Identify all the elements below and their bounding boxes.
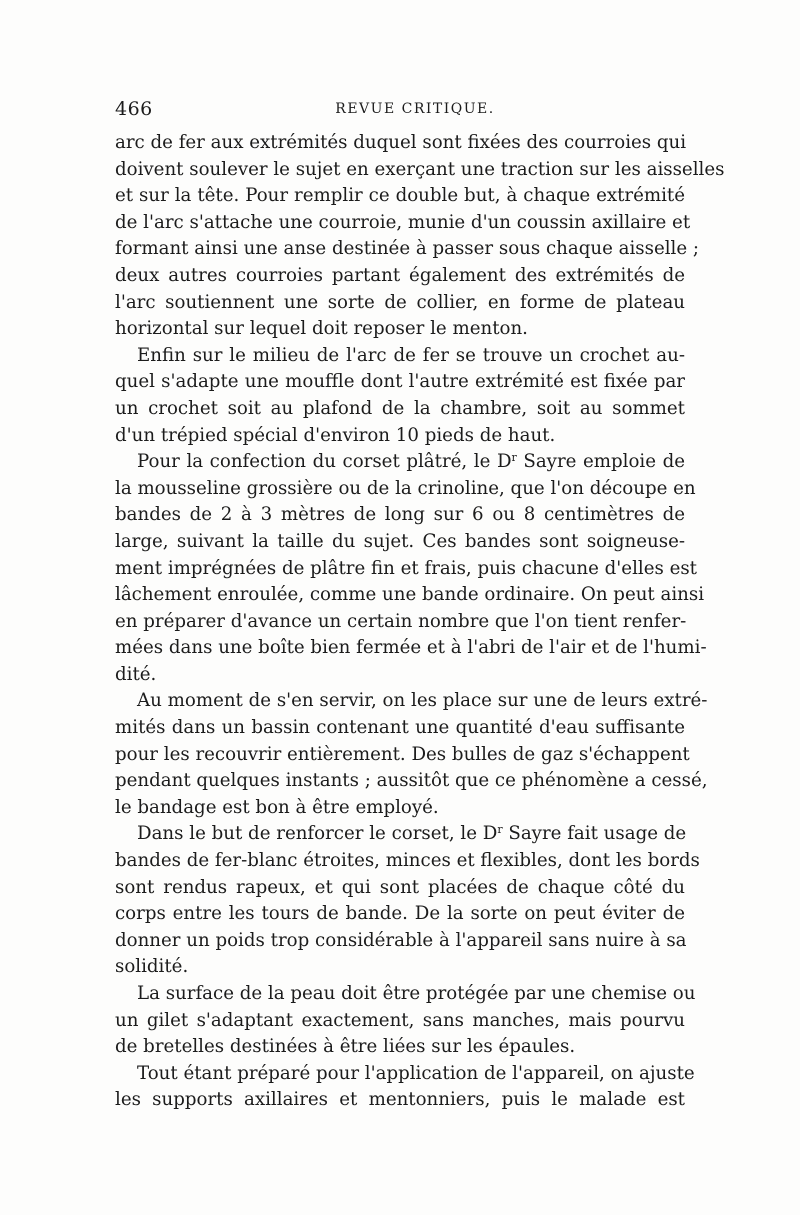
text-line bbox=[115, 688, 708, 715]
text-line bbox=[115, 954, 685, 981]
text-line bbox=[115, 343, 685, 370]
text-line-content: d'un trépied spécial d'environ 10 pieds de haut. bbox=[115, 424, 556, 446]
text-line bbox=[115, 609, 685, 636]
body-text bbox=[115, 130, 725, 1114]
text-line-content: doivent soulever le sujet en exerçant une traction sur les aisselles bbox=[115, 158, 725, 180]
text-line-continuation: Sayre fait usage de bbox=[502, 823, 687, 845]
text-line-content: Enfin sur le milieu de l'arc de fer se trouve un crochet au- bbox=[137, 344, 685, 366]
text-line-content: un gilet s'adaptant exactement, sans manches, mais pourvu bbox=[115, 1009, 685, 1031]
text-line bbox=[115, 981, 696, 1008]
text-line bbox=[115, 183, 685, 210]
text-line-content: bandes de 2 à 3 mètres de long sur 6 ou 8 centimètres de bbox=[115, 504, 685, 526]
text-line bbox=[115, 502, 685, 529]
text-line bbox=[115, 210, 691, 237]
text-line-content: mées dans une boîte bien fermée et à l'abri de l'air et de l'humi- bbox=[115, 637, 707, 659]
text-line-content: mités dans un bassin contenant une quantité d'eau suffisante bbox=[115, 717, 685, 739]
text-line-content: et sur la tête. Pour remplir ce double but, à chaque extrémité bbox=[115, 185, 685, 207]
text-line-content: La surface de la peau doit être protégée par une chemise ou bbox=[137, 983, 696, 1004]
text-line bbox=[115, 1034, 685, 1061]
running-header bbox=[115, 98, 685, 122]
text-line-content: Dans le but de renforcer le corset, le D bbox=[137, 823, 498, 845]
text-line-content: quel s'adapte une mouffle dont l'autre extrémité est fixée par bbox=[115, 371, 685, 393]
text-line bbox=[115, 316, 685, 343]
text-line bbox=[115, 423, 685, 450]
text-line-content: bandes de fer-blanc étroites, minces et flexibles, dont les bords bbox=[115, 850, 700, 872]
text-line-content: corps entre les tours de bande. De la sorte on peut éviter de bbox=[115, 903, 685, 925]
text-line-content: un crochet soit au plafond de la chambre, soit au sommet bbox=[115, 397, 685, 419]
superscript: r bbox=[511, 451, 517, 465]
text-line-content: formant ainsi une anse destinée à passer sous chaque aisselle ; bbox=[115, 238, 700, 260]
text-line-content: les supports axillaires et mentonniers, puis le malade est bbox=[115, 1089, 685, 1111]
text-line bbox=[115, 582, 705, 609]
text-line-content: deux autres courroies partant également des extrémités de bbox=[115, 264, 685, 286]
text-line bbox=[115, 848, 700, 875]
text-line bbox=[115, 821, 685, 848]
text-line bbox=[115, 715, 685, 742]
text-line bbox=[115, 556, 697, 583]
text-line bbox=[115, 396, 685, 423]
text-line-content: la mousseline grossière ou de la crinoline, que l'on découpe en bbox=[115, 477, 696, 499]
text-line-content: Au moment de s'en servir, on les place sur une de leurs extré- bbox=[137, 690, 708, 712]
text-line-content: sont rendus rapeux, et qui sont placées de chaque côté du bbox=[115, 876, 685, 898]
text-line bbox=[115, 795, 685, 822]
text-line bbox=[115, 1087, 685, 1114]
text-line-content: dité. bbox=[115, 663, 157, 685]
text-line bbox=[115, 449, 685, 476]
page-number: 466 bbox=[115, 98, 153, 120]
text-line bbox=[115, 130, 685, 157]
text-line bbox=[115, 1061, 695, 1088]
text-line-content: l'arc soutiennent une sorte de collier, en forme de plateau bbox=[115, 291, 685, 313]
text-line-content: large, suivant la taille du sujet. Ces bandes sont soigneuse- bbox=[115, 530, 685, 552]
text-line bbox=[115, 476, 696, 503]
text-line bbox=[115, 529, 685, 556]
text-line-content: solidité. bbox=[115, 956, 189, 978]
text-line bbox=[115, 263, 685, 290]
text-line bbox=[115, 369, 685, 396]
text-line-content: Tout étant préparé pour l'application de l'appareil, on ajuste bbox=[137, 1062, 695, 1084]
text-line bbox=[115, 742, 690, 769]
text-line-content: donner un poids trop considérable à l'appareil sans nuire à sa bbox=[115, 929, 687, 951]
text-line-content: ment imprégnées de plâtre fin et frais, puis chacune d'elles est bbox=[115, 557, 697, 579]
text-line bbox=[115, 928, 685, 955]
text-line-continuation: Sayre emploie de bbox=[516, 451, 685, 473]
text-line-content: horizontal sur lequel doit reposer le menton. bbox=[115, 318, 528, 340]
text-line-content: en préparer d'avance un certain nombre que l'on tient renfer- bbox=[115, 610, 687, 632]
text-line-content: le bandage est bon à être employé. bbox=[115, 796, 439, 818]
superscript: r bbox=[497, 823, 503, 837]
text-line-content: de bretelles destinées à être liées sur les épaules. bbox=[115, 1036, 576, 1058]
text-line-content: Pour la confection du corset plâtré, le D bbox=[137, 451, 512, 473]
text-line-content: de l'arc s'attache une courroie, munie d'un coussin axillaire et bbox=[115, 211, 691, 233]
text-line bbox=[115, 768, 708, 795]
text-line bbox=[115, 635, 707, 662]
text-line-content: pendant quelques instants ; aussitôt que ce phénomène a cessé, bbox=[115, 770, 708, 792]
text-line bbox=[115, 290, 685, 317]
text-line bbox=[115, 1008, 685, 1035]
text-line bbox=[115, 662, 685, 689]
text-line-content: lâchement enroulée, comme une bande ordinaire. On peut ainsi bbox=[115, 584, 705, 606]
text-line-content: arc de fer aux extrémités duquel sont fixées des courroies qui bbox=[115, 132, 687, 153]
running-title: REVUE CRITIQUE. bbox=[335, 101, 495, 117]
text-line bbox=[115, 157, 725, 184]
text-line bbox=[115, 875, 685, 902]
text-line bbox=[115, 236, 700, 263]
text-line-content: pour les recouvrir entièrement. Des bulles de gaz s'échappent bbox=[115, 743, 690, 765]
text-line bbox=[115, 901, 685, 928]
